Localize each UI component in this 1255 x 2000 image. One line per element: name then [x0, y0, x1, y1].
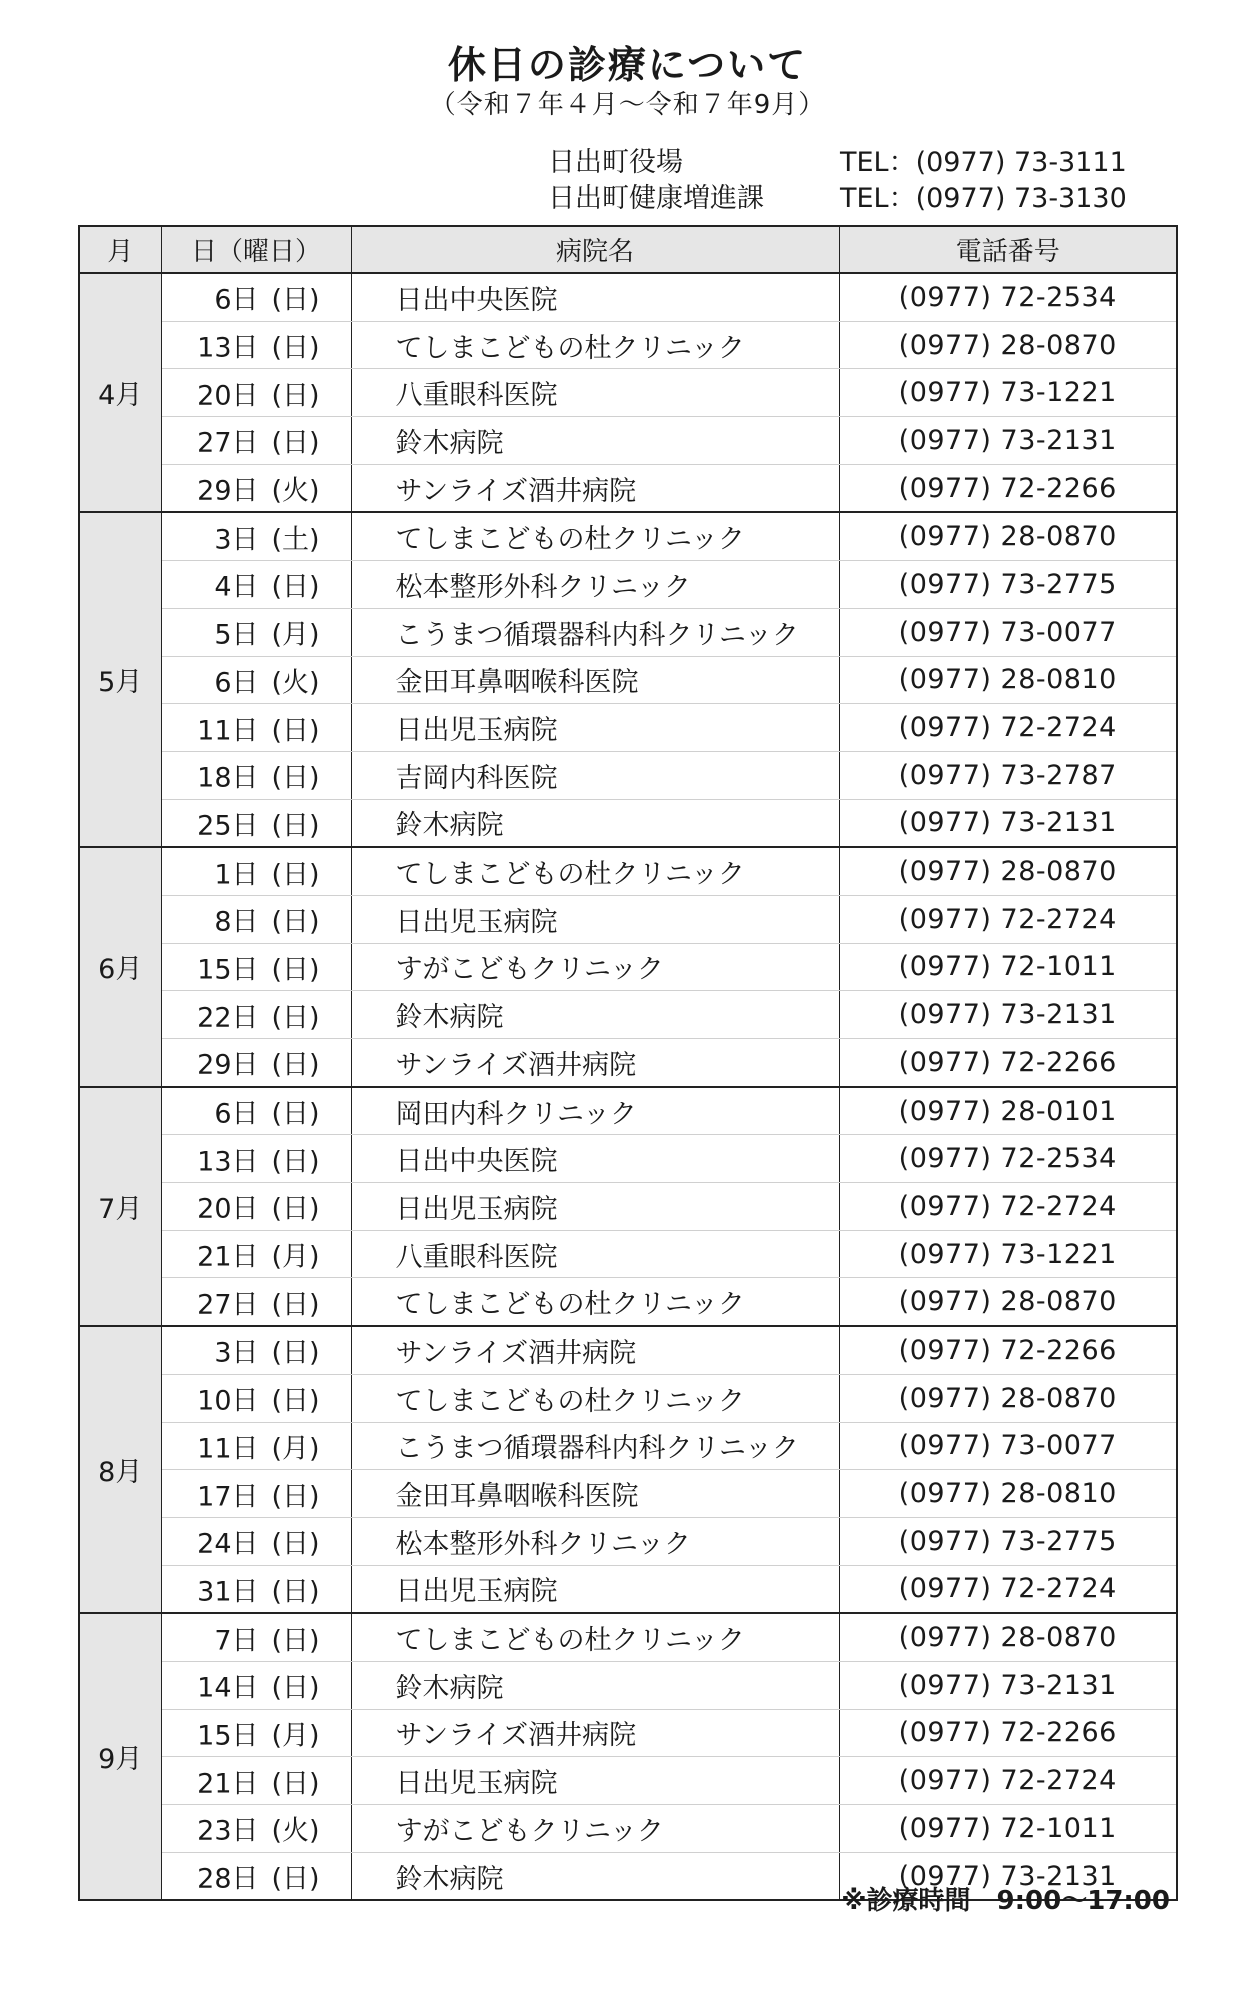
date-cell: [161, 273, 351, 321]
phone-number-cell: (0977) 72-1011: [839, 943, 1177, 991]
date-weekday: (日): [271, 380, 320, 412]
date-cell: [161, 1805, 351, 1853]
date-weekday: (日): [271, 1146, 320, 1178]
hospital-name-cell: 八重眼科医院: [351, 369, 839, 417]
hospital-name-cell: 日出児玉病院: [351, 704, 839, 752]
date-day: 11日: [197, 1433, 259, 1465]
date-day: 13日: [197, 1146, 259, 1178]
date-weekday: (日): [271, 571, 320, 603]
table-row: [79, 1661, 1177, 1709]
header-day: 日（曜日）: [161, 226, 351, 273]
phone-number-cell: (0977) 73-1221: [839, 1230, 1177, 1278]
hospital-name-cell: すがこどもクリニック: [351, 1805, 839, 1853]
hospital-name-cell: サンライズ酒井病院: [351, 464, 839, 512]
hospital-name-cell: てしまこどもの杜クリニック: [351, 1374, 839, 1422]
table-row: [79, 1613, 1177, 1661]
date-cell: [161, 369, 351, 417]
date-day: 13日: [197, 332, 259, 364]
phone-number-cell: (0977) 72-2266: [839, 464, 1177, 512]
hospital-name-cell: 日出児玉病院: [351, 1565, 839, 1613]
date-day: 10日: [197, 1385, 259, 1417]
date-weekday: (日): [271, 1337, 320, 1369]
page-title: 休日の診療について: [447, 43, 808, 87]
date-weekday: (月): [271, 619, 320, 651]
date-weekday: (火): [271, 475, 320, 507]
date-day: 29日: [197, 1049, 259, 1081]
date-weekday: (日): [271, 1576, 320, 1608]
date-weekday: (日): [271, 1481, 320, 1513]
hospital-name-cell: こうまつ循環器科内科クリニック: [351, 608, 839, 656]
date-cell: [161, 1278, 351, 1326]
date-day: 15日: [197, 1720, 259, 1752]
date-weekday: (火): [271, 667, 320, 699]
date-day: 11日: [197, 715, 259, 747]
phone-number-cell: (0977) 28-0810: [839, 1470, 1177, 1518]
date-cell: [161, 1517, 351, 1565]
table-row: [79, 417, 1177, 465]
hospital-name-cell: 鈴木病院: [351, 417, 839, 465]
date-weekday: (日): [271, 332, 320, 364]
contact-name: 日出町役場: [548, 147, 683, 178]
date-weekday: (日): [271, 1625, 320, 1657]
phone-number-cell: (0977) 72-2266: [839, 1039, 1177, 1087]
header-hospital: 病院名: [351, 226, 839, 273]
date-day: 3日: [214, 1337, 259, 1369]
date-day: 7日: [214, 1625, 259, 1657]
phone-number-cell: (0977) 72-2534: [839, 1135, 1177, 1183]
hospital-name-cell: 鈴木病院: [351, 1852, 839, 1900]
phone-number-cell: (0977) 73-0077: [839, 608, 1177, 656]
hospital-name-cell: 松本整形外科クリニック: [351, 561, 839, 609]
date-cell: [161, 1852, 351, 1900]
date-day: 20日: [197, 380, 259, 412]
page-subtitle: （令和７年４月～令和７年9月）: [429, 90, 826, 120]
date-cell: [161, 1039, 351, 1087]
hospital-name-cell: サンライズ酒井病院: [351, 1326, 839, 1374]
date-day: 8日: [214, 906, 259, 938]
table-row: [79, 656, 1177, 704]
hospital-name-cell: サンライズ酒井病院: [351, 1039, 839, 1087]
date-weekday: (日): [271, 1098, 320, 1130]
schedule-body: [79, 273, 1177, 1900]
table-row: [79, 895, 1177, 943]
date-cell: [161, 512, 351, 560]
phone-number-cell: (0977) 28-0870: [839, 1374, 1177, 1422]
month-cell: 5月: [79, 512, 161, 847]
hospital-name-cell: 吉岡内科医院: [351, 751, 839, 799]
phone-number-cell: (0977) 73-2131: [839, 417, 1177, 465]
phone-number-cell: (0977) 28-0101: [839, 1087, 1177, 1135]
date-day: 21日: [197, 1768, 259, 1800]
clinic-hours-note: ※診療時間 9:00～17:00: [841, 1886, 1170, 1916]
phone-number-cell: (0977) 73-2131: [839, 799, 1177, 847]
hospital-name-cell: 日出児玉病院: [351, 895, 839, 943]
date-weekday: (日): [271, 762, 320, 794]
date-weekday: (月): [271, 1433, 320, 1465]
table-row: [79, 1278, 1177, 1326]
phone-number-cell: (0977) 28-0870: [839, 1613, 1177, 1661]
hospital-name-cell: 鈴木病院: [351, 799, 839, 847]
table-row: [79, 1183, 1177, 1231]
date-day: 27日: [197, 1289, 259, 1321]
phone-number-cell: (0977) 28-0870: [839, 512, 1177, 560]
date-weekday: (月): [271, 1241, 320, 1273]
date-cell: [161, 464, 351, 512]
phone-number-cell: (0977) 73-2787: [839, 751, 1177, 799]
table-row: [79, 561, 1177, 609]
table-row: [79, 1805, 1177, 1853]
date-day: 14日: [197, 1672, 259, 1704]
hospital-name-cell: 日出児玉病院: [351, 1757, 839, 1805]
table-row: [79, 943, 1177, 991]
hospital-name-cell: サンライズ酒井病院: [351, 1709, 839, 1757]
date-weekday: (日): [271, 1049, 320, 1081]
contact-tel: TEL：(0977) 73-3111: [840, 147, 1127, 178]
hospital-name-cell: てしまこどもの杜クリニック: [351, 1278, 839, 1326]
phone-number-cell: (0977) 72-2266: [839, 1326, 1177, 1374]
hospital-name-cell: すがこどもクリニック: [351, 943, 839, 991]
hospital-name-cell: 八重眼科医院: [351, 1230, 839, 1278]
date-weekday: (日): [271, 284, 320, 316]
date-cell: [161, 417, 351, 465]
date-cell: [161, 1661, 351, 1709]
table-row: [79, 1709, 1177, 1757]
hospital-name-cell: てしまこどもの杜クリニック: [351, 1613, 839, 1661]
date-cell: [161, 1326, 351, 1374]
date-weekday: (月): [271, 1720, 320, 1752]
table-row: [79, 1135, 1177, 1183]
table-row: [79, 1039, 1177, 1087]
date-day: 31日: [197, 1576, 259, 1608]
date-day: 22日: [197, 1002, 259, 1034]
date-weekday: (日): [271, 1002, 320, 1034]
table-row: [79, 799, 1177, 847]
hospital-name-cell: てしまこどもの杜クリニック: [351, 512, 839, 560]
hospital-name-cell: 金田耳鼻咽喉科医院: [351, 656, 839, 704]
date-cell: [161, 847, 351, 895]
phone-number-cell: (0977) 73-2131: [839, 1661, 1177, 1709]
date-day: 6日: [214, 284, 259, 316]
table-row: [79, 273, 1177, 321]
date-day: 20日: [197, 1193, 259, 1225]
month-cell: 7月: [79, 1087, 161, 1326]
date-cell: [161, 704, 351, 752]
date-cell: [161, 561, 351, 609]
date-cell: [161, 1135, 351, 1183]
date-cell: [161, 1565, 351, 1613]
hospital-name-cell: 松本整形外科クリニック: [351, 1517, 839, 1565]
date-day: 18日: [197, 762, 259, 794]
date-cell: [161, 1613, 351, 1661]
hospital-name-cell: 鈴木病院: [351, 991, 839, 1039]
date-day: 28日: [197, 1863, 259, 1895]
date-day: 5日: [214, 619, 259, 651]
date-cell: [161, 321, 351, 369]
table-row: [79, 1326, 1177, 1374]
phone-number-cell: (0977) 72-2724: [839, 895, 1177, 943]
date-day: 29日: [197, 475, 259, 507]
phone-number-cell: (0977) 73-1221: [839, 369, 1177, 417]
date-cell: [161, 1183, 351, 1231]
table-header-row: [79, 226, 1177, 273]
header-month: 月: [79, 226, 161, 273]
date-day: 3日: [214, 524, 259, 556]
date-weekday: (日): [271, 1863, 320, 1895]
date-weekday: (日): [271, 715, 320, 747]
phone-number-cell: (0977) 28-0810: [839, 656, 1177, 704]
month-cell: 9月: [79, 1613, 161, 1900]
phone-number-cell: (0977) 72-2724: [839, 704, 1177, 752]
header-phone: 電話番号: [839, 226, 1177, 273]
date-cell: [161, 1087, 351, 1135]
table-row: [79, 321, 1177, 369]
date-cell: [161, 895, 351, 943]
date-day: 1日: [214, 859, 259, 891]
date-day: 27日: [197, 427, 259, 459]
date-cell: [161, 1230, 351, 1278]
table-row: [79, 1517, 1177, 1565]
date-weekday: (日): [271, 906, 320, 938]
date-day: 25日: [197, 810, 259, 842]
contact-name: 日出町健康増進課: [548, 183, 764, 214]
phone-number-cell: (0977) 73-0077: [839, 1422, 1177, 1470]
date-weekday: (日): [271, 859, 320, 891]
date-weekday: (日): [271, 1385, 320, 1417]
table-row: [79, 608, 1177, 656]
table-row: [79, 991, 1177, 1039]
table-row: [79, 1757, 1177, 1805]
table-row: [79, 1422, 1177, 1470]
table-row: [79, 512, 1177, 560]
phone-number-cell: (0977) 73-2131: [839, 991, 1177, 1039]
phone-number-cell: (0977) 72-2724: [839, 1183, 1177, 1231]
phone-number-cell: (0977) 72-1011: [839, 1805, 1177, 1853]
table-row: [79, 751, 1177, 799]
date-day: 17日: [197, 1481, 259, 1513]
date-weekday: (日): [271, 810, 320, 842]
hospital-name-cell: 岡田内科クリニック: [351, 1087, 839, 1135]
phone-number-cell: (0977) 28-0870: [839, 847, 1177, 895]
date-weekday: (日): [271, 1768, 320, 1800]
table-row: [79, 1230, 1177, 1278]
table-row: [79, 1565, 1177, 1613]
date-cell: [161, 1757, 351, 1805]
phone-number-cell: (0977) 73-2775: [839, 561, 1177, 609]
phone-number-cell: (0977) 72-2534: [839, 273, 1177, 321]
date-cell: [161, 1470, 351, 1518]
date-cell: [161, 943, 351, 991]
month-cell: 4月: [79, 273, 161, 512]
table-row: [79, 464, 1177, 512]
date-weekday: (日): [271, 1289, 320, 1321]
table-row: [79, 847, 1177, 895]
date-weekday: (土): [271, 524, 320, 556]
date-cell: [161, 1709, 351, 1757]
phone-number-cell: (0977) 72-2724: [839, 1565, 1177, 1613]
date-weekday: (日): [271, 1672, 320, 1704]
date-cell: [161, 656, 351, 704]
holiday-schedule-table: [78, 225, 1178, 1901]
table-row: [79, 1470, 1177, 1518]
hospital-name-cell: 鈴木病院: [351, 1661, 839, 1709]
month-cell: 6月: [79, 847, 161, 1086]
hospital-name-cell: 日出児玉病院: [351, 1183, 839, 1231]
hospital-name-cell: こうまつ循環器科内科クリニック: [351, 1422, 839, 1470]
date-day: 6日: [214, 1098, 259, 1130]
table-row: [79, 1374, 1177, 1422]
phone-number-cell: (0977) 28-0870: [839, 1278, 1177, 1326]
hospital-name-cell: 金田耳鼻咽喉科医院: [351, 1470, 839, 1518]
table-row: [79, 369, 1177, 417]
date-day: 4日: [214, 571, 259, 603]
phone-number-cell: (0977) 72-2724: [839, 1757, 1177, 1805]
date-cell: [161, 991, 351, 1039]
date-cell: [161, 608, 351, 656]
date-cell: [161, 751, 351, 799]
table-row: [79, 704, 1177, 752]
date-cell: [161, 1374, 351, 1422]
table-row: [79, 1087, 1177, 1135]
date-weekday: (日): [271, 1528, 320, 1560]
date-cell: [161, 1422, 351, 1470]
date-day: 24日: [197, 1528, 259, 1560]
date-weekday: (日): [271, 1193, 320, 1225]
hospital-name-cell: 日出中央医院: [351, 1135, 839, 1183]
phone-number-cell: (0977) 28-0870: [839, 321, 1177, 369]
date-cell: [161, 799, 351, 847]
hospital-name-cell: てしまこどもの杜クリニック: [351, 847, 839, 895]
date-day: 15日: [197, 954, 259, 986]
hospital-name-cell: 日出中央医院: [351, 273, 839, 321]
contact-tel: TEL：(0977) 73-3130: [840, 183, 1127, 214]
date-weekday: (日): [271, 954, 320, 986]
phone-number-cell: (0977) 72-2266: [839, 1709, 1177, 1757]
phone-number-cell: (0977) 73-2131: [839, 1852, 1177, 1900]
hospital-name-cell: てしまこどもの杜クリニック: [351, 321, 839, 369]
phone-number-cell: (0977) 73-2775: [839, 1517, 1177, 1565]
month-cell: 8月: [79, 1326, 161, 1613]
date-day: 6日: [214, 667, 259, 699]
date-weekday: (火): [271, 1815, 320, 1847]
date-weekday: (日): [271, 427, 320, 459]
date-day: 21日: [197, 1241, 259, 1273]
date-day: 23日: [197, 1815, 259, 1847]
